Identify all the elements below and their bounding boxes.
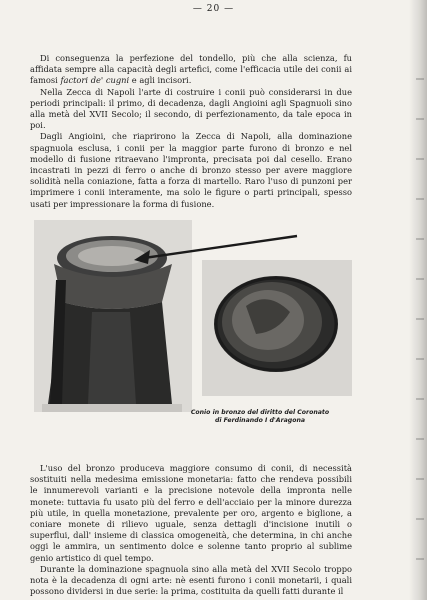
paragraph xyxy=(30,87,352,132)
text-run: Durante la dominazione spagnuola sino alla metà del XVII Secolo troppo nota è la decadenza di ogni arte: nè esenti furono i conii monetarii, i quali possono dividersi in due serie: la prima, costituita da quelli fatti durante il xyxy=(30,563,352,597)
binding-marks xyxy=(416,40,424,580)
figure-caption xyxy=(190,409,330,425)
page-number: — 20 — xyxy=(192,4,235,14)
text-run: L'uso del bronzo produceva maggiore consumo di conii, di necessità sostituiti nella medesima emissione monetaria: fatto che rendeva possibili le innumerevoli varianti e la precisione notevole della impronta nelle monete: tuttavia fu usato più del ferro e dell'acciaio per la minore durezza più utile, in quella monetazione, prevalente per oro, argento e biglione, a coniare monete di rilievo uguale, senza dettagli d'incisione inutili o superflui, dall' insieme di classica omogeneità, che determina, in chi anche oggi le ammira, un sentimento dolce e solenne tanto proprio al sublime genio artistico di quel tempo. xyxy=(30,463,352,563)
paragraph xyxy=(30,53,352,87)
text-run: Dagli Angioini, che riaprirono la Zecca di Napoli, alla dominazione spagnuola esclusa, i conii per la maggior parte furono di bronzo e nel modello di fusione ritraevano l'impronta, precisata poi dal cesello. Erano incastrati in pezzi di ferro o anche di bronzo stesso per avere maggiore solidità nella coniazione, fatta a forza di martello. Raro l'uso di punzoni per imprimere i conii interamente, ma solo le figure o parti principali, spesso usati per impressionare la forma di fusione. xyxy=(30,131,352,209)
text-run: e agli incisori. xyxy=(129,75,192,86)
caption-line-2: di Ferdinando I d'Aragona xyxy=(214,417,306,424)
caption-line-1: Conio in bronzo del diritto del Coronato xyxy=(190,409,330,416)
italic-text: factori de' cugni xyxy=(60,75,130,86)
paragraph xyxy=(30,131,352,209)
text-run: Di conseguenza la perfezione del tondello, più che alla scienza, fu affidata sempre alla capacità degli artefici, come l'efficacia utile dei conii ai famosi xyxy=(30,53,352,86)
die-face-image xyxy=(202,260,352,396)
paragraph xyxy=(30,463,352,564)
text-block-bottom xyxy=(30,463,352,597)
bronze-die-image xyxy=(34,220,192,412)
text-block-top xyxy=(30,53,352,210)
text-run: Nella Zecca di Napoli l'arte di costruire i conii può considerarsi in due periodi principali: il primo, di decadenza, dagli Angioini agli Spagnuoli sino alla metà del XVII Secolo; il secondo, di perfezionamento, da tale epoca in poi. xyxy=(30,86,352,131)
paragraph xyxy=(30,564,352,598)
